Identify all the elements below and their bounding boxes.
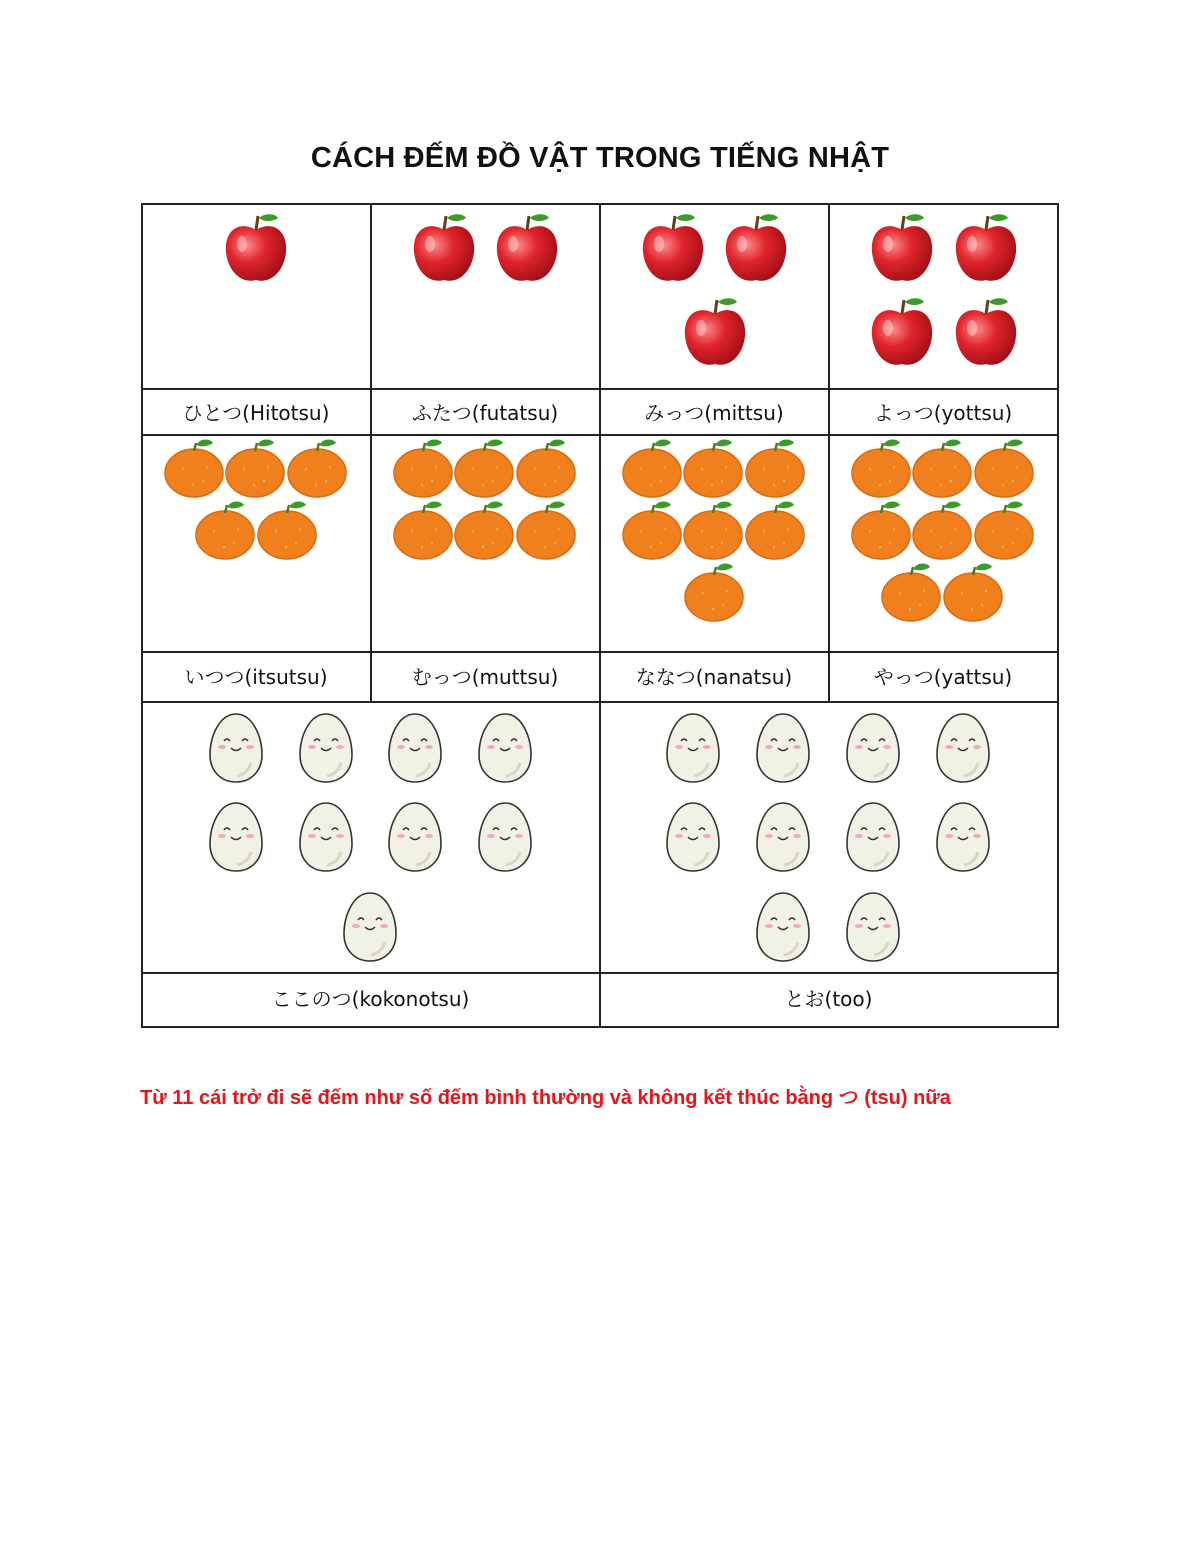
apple-icon bbox=[950, 294, 1022, 375]
egg-icon bbox=[476, 800, 534, 879]
orange-icon bbox=[682, 437, 744, 504]
orange-icon bbox=[911, 499, 973, 566]
apple-icon bbox=[950, 210, 1022, 291]
orange-icon bbox=[453, 437, 515, 504]
orange-icon bbox=[850, 499, 912, 566]
orange-icon bbox=[163, 437, 225, 504]
egg-icon bbox=[754, 711, 812, 790]
orange-icon bbox=[515, 499, 577, 566]
orange-icon bbox=[621, 499, 683, 566]
label-yottsu: よっつ(yottsu) bbox=[873, 401, 1013, 425]
apple-icon bbox=[866, 210, 938, 291]
orange-icon bbox=[286, 437, 348, 504]
label-too: とお(too) bbox=[784, 987, 873, 1011]
egg-icon bbox=[844, 890, 902, 969]
egg-icon bbox=[386, 800, 444, 879]
orange-icon bbox=[942, 561, 1004, 628]
orange-icon bbox=[194, 499, 256, 566]
egg-icon bbox=[476, 711, 534, 790]
egg-icon bbox=[664, 800, 722, 879]
orange-icon bbox=[392, 499, 454, 566]
label-itsutsu: いつつ(itsutsu) bbox=[184, 665, 328, 689]
egg-icon bbox=[386, 711, 444, 790]
apple-icon bbox=[220, 210, 292, 291]
apple-icon bbox=[720, 210, 792, 291]
egg-icon bbox=[341, 890, 399, 969]
orange-icon bbox=[973, 499, 1035, 566]
footnote-kana: つ bbox=[838, 1085, 859, 1109]
egg-icon bbox=[297, 800, 355, 879]
label-mittsu: みっつ(mittsu) bbox=[644, 401, 784, 425]
orange-icon bbox=[911, 437, 973, 504]
label-nanatsu: ななつ(nanatsu) bbox=[635, 665, 793, 689]
egg-icon bbox=[754, 800, 812, 879]
orange-icon bbox=[850, 437, 912, 504]
egg-icon bbox=[664, 711, 722, 790]
orange-icon bbox=[621, 437, 683, 504]
orange-icon bbox=[683, 561, 745, 628]
apple-icon bbox=[408, 210, 480, 291]
orange-icon bbox=[682, 499, 744, 566]
label-muttsu: むっつ(muttsu) bbox=[411, 665, 559, 689]
apple-icon bbox=[637, 210, 709, 291]
egg-icon bbox=[207, 711, 265, 790]
label-kokonotsu: ここのつ(kokonotsu) bbox=[271, 987, 470, 1011]
orange-icon bbox=[392, 437, 454, 504]
egg-icon bbox=[207, 800, 265, 879]
label-hitotsu: ひとつ(Hitotsu) bbox=[182, 401, 330, 425]
orange-icon bbox=[453, 499, 515, 566]
orange-icon bbox=[515, 437, 577, 504]
apple-icon bbox=[491, 210, 563, 291]
apple-icon bbox=[866, 294, 938, 375]
egg-icon bbox=[844, 711, 902, 790]
egg-icon bbox=[844, 800, 902, 879]
footnote-tail: (tsu) nữa bbox=[858, 1087, 951, 1109]
orange-icon bbox=[256, 499, 318, 566]
egg-icon bbox=[934, 711, 992, 790]
label-futatsu: ふたつ(futatsu) bbox=[411, 401, 559, 425]
egg-icon bbox=[297, 711, 355, 790]
orange-icon bbox=[224, 437, 286, 504]
page-title: CÁCH ĐẾM ĐỒ VẬT TRONG TIẾNG NHẬT bbox=[310, 142, 890, 174]
label-yattsu: やっつ(yattsu) bbox=[873, 665, 1013, 689]
orange-icon bbox=[744, 437, 806, 504]
apple-icon bbox=[679, 294, 751, 375]
orange-icon bbox=[880, 561, 942, 628]
egg-icon bbox=[934, 800, 992, 879]
footnote bbox=[140, 1081, 1100, 1110]
orange-icon bbox=[744, 499, 806, 566]
footnote-text: Từ 11 cái trở đi sẽ đếm như số đếm bình thường và không kết thúc bằng bbox=[140, 1087, 839, 1109]
orange-icon bbox=[973, 437, 1035, 504]
egg-icon bbox=[754, 890, 812, 969]
